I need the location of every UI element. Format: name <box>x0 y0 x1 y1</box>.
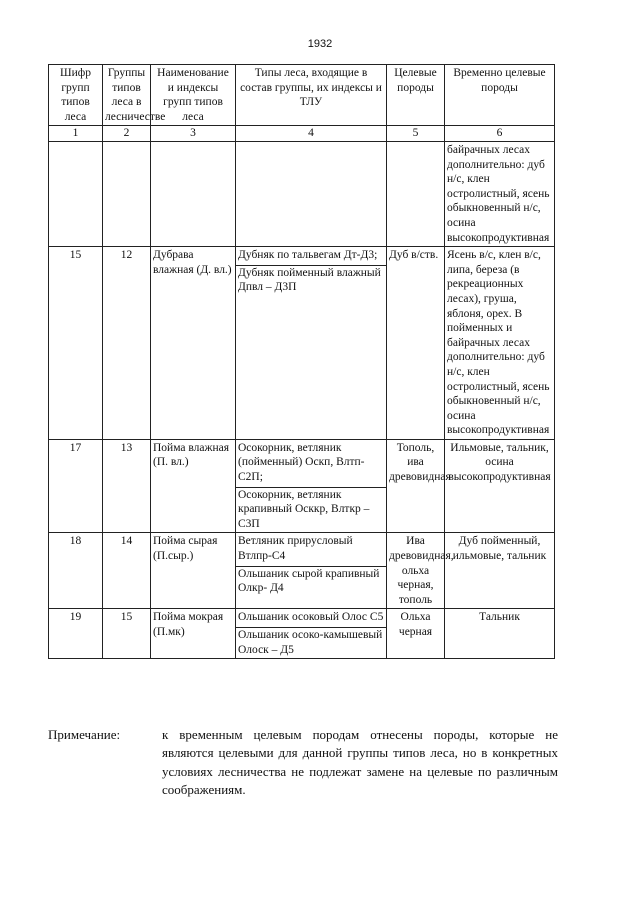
cell-name: Пойма мокрая (П.мк) <box>151 609 236 659</box>
cell-types <box>236 533 387 609</box>
table-row <box>49 142 555 247</box>
forest-type-entry: Дубняк по тальвегам Дт-Д3; <box>238 249 378 262</box>
column-number: 4 <box>236 126 387 142</box>
cell-group: 12 <box>103 247 151 440</box>
column-header: Шифр групп типов леса <box>49 65 103 126</box>
cell-name: Пойма сырая (П.сыр.) <box>151 533 236 609</box>
forest-type-entry: Дубняк пойменный влажный Дпвл – Д3П <box>236 265 386 295</box>
cell-target <box>387 142 445 247</box>
forest-type-entry: Ольшаник сырой крапивный Олкр- Д4 <box>236 566 386 596</box>
header-row <box>49 65 555 126</box>
note-label: Примечание: <box>48 727 121 742</box>
cell-code: 15 <box>49 247 103 440</box>
column-number: 1 <box>49 126 103 142</box>
forest-type-entry: Ольшаник осоковый Олос С5 <box>238 611 384 624</box>
forest-type-entry: Осокорник, ветляник крапивный Осккр, Влткр – С3П <box>236 487 386 532</box>
cell-group <box>103 142 151 247</box>
column-number: 5 <box>387 126 445 142</box>
cell-temporary: Ильмовые, тальник, осина высокопродуктивная <box>445 439 555 533</box>
cell-code <box>49 142 103 247</box>
footnote <box>48 726 558 800</box>
column-header: Временно целевые породы <box>445 65 555 126</box>
cell-code: 19 <box>49 609 103 659</box>
table-row <box>49 439 555 533</box>
column-header: Целевые породы <box>387 65 445 126</box>
table-row <box>49 609 555 659</box>
column-number: 6 <box>445 126 555 142</box>
cell-target: Тополь, ива древовидная <box>387 439 445 533</box>
cell-name: Пойма влажная (П. вл.) <box>151 439 236 533</box>
forest-types-table <box>48 64 555 659</box>
cell-temporary: Ясень в/с, клен в/с, липа, береза (в рекреационных лесах), груша, яблоня, орех. В пойменных и байрачных лесах дополнительно: дуб н/с, клен остролистный, ясень обыкновенный н/с, осина высокопродуктивная <box>445 247 555 440</box>
page-number: 1932 <box>307 38 333 50</box>
cell-name <box>151 142 236 247</box>
cell-group: 15 <box>103 609 151 659</box>
column-header: Группы типов леса в лесничестве <box>103 65 151 126</box>
column-number: 3 <box>151 126 236 142</box>
cell-target: Ива древовидная, ольха черная, тополь <box>387 533 445 609</box>
cell-temporary: Дуб пойменный, ильмовые, тальник <box>445 533 555 609</box>
cell-code: 17 <box>49 439 103 533</box>
cell-group: 14 <box>103 533 151 609</box>
note-text: к временным целевым породам отнесены породы, которые не являются целевыми для данной группы типов леса, но в конкретных условиях лесничества не подлежат замене на целевые по различным соображениям. <box>162 727 558 798</box>
cell-name: Дубрава влажная (Д. вл.) <box>151 247 236 440</box>
forest-type-entry: Ветляник прирусловый Втлпр-С4 <box>238 535 353 563</box>
table-row <box>49 247 555 440</box>
table-row <box>49 533 555 609</box>
column-number-row <box>49 126 555 142</box>
cell-types <box>236 247 387 440</box>
cell-temporary: байрачных лесах дополнительно: дуб н/с, клен остролистный, ясень обыкновенный н/с, осина высокопродуктивная <box>445 142 555 247</box>
forest-type-entry: Осокорник, ветляник (пойменный) Оскп, Влтп-С2П; <box>238 441 365 484</box>
cell-types <box>236 439 387 533</box>
column-number: 2 <box>103 126 151 142</box>
column-header: Наименование и индексы групп типов леса <box>151 65 236 126</box>
cell-target: Ольха черная <box>387 609 445 659</box>
column-header: Типы леса, входящие в состав группы, их индексы и ТЛУ <box>236 65 387 126</box>
cell-types <box>236 142 387 247</box>
cell-code: 18 <box>49 533 103 609</box>
cell-temporary: Тальник <box>445 609 555 659</box>
cell-target: Дуб в/ств. <box>387 247 445 440</box>
cell-types <box>236 609 387 659</box>
forest-type-entry: Ольшаник осоко-камышевый Олоск – Д5 <box>236 627 386 657</box>
cell-group: 13 <box>103 439 151 533</box>
